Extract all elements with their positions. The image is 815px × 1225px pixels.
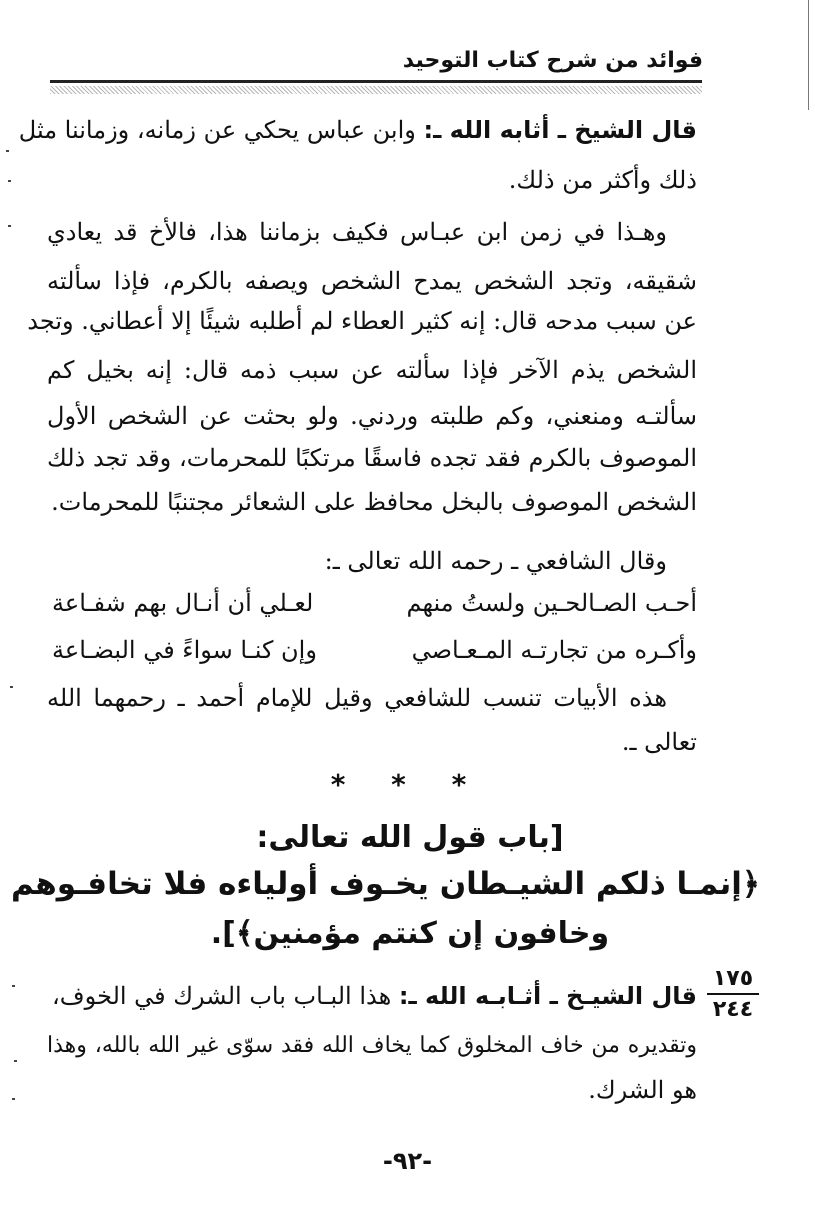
- verse-first-hemistich: وأكـره من تجارتـه المـعـاصي: [411, 636, 697, 664]
- scan-speck: [12, 985, 15, 987]
- page-number: -٩٢-: [382, 1147, 433, 1175]
- scan-speck: [6, 150, 9, 152]
- para1-line1: [18, 106, 697, 154]
- margin-reference-fraction-line: [707, 993, 759, 995]
- margin-reference: [703, 966, 763, 1022]
- scan-margin-line: [808, 0, 809, 110]
- para3-line3: هو الشرك.: [588, 1076, 697, 1104]
- speaker-label: قال الشيـخ ـ أثـابـه الله ـ:: [398, 982, 697, 1010]
- para2-line: عن سبب مدحه قال: إنه كثير العطاء لم أطلبه شيئًا إلا أعطاني. وتجد: [27, 307, 697, 335]
- para2-line: الشخص يذم الآخر فإذا سألته عن سبب ذمه قال: إنه بخيل كم: [47, 356, 697, 384]
- margin-reference-bottom: ٢٤٤: [712, 997, 754, 1022]
- para2-line: سألتـه ومنعني، وكم طلبته وردني. ولو بحثت عن الشخص الأول: [47, 402, 697, 430]
- poem-note-line1: هذه الأبيات تنسب للشافعي وقيل للإمام أحمد ـ رحمهما الله: [47, 684, 667, 712]
- para3-line1: [52, 972, 697, 1020]
- para1-line1-text: وابن عباس يحكي عن زمانه، وزماننا مثل: [18, 116, 416, 144]
- chapter-heading-line1: [باب قول الله تعالى:: [256, 820, 564, 855]
- header-hatch-divider: [50, 86, 702, 94]
- chapter-heading-line3: وخافون إن كنتم مؤمنين﴾].: [210, 916, 610, 951]
- running-header-title: فوائد من شرح كتاب التوحيد: [402, 48, 703, 73]
- para2-line: الموصوف بالكرم فقد تجده فاسقًا مرتكبًا للمحرمات، وقد تجد ذلك: [47, 444, 697, 472]
- para2-line: شقيقه، وتجد الشخص يمدح الشخص ويصفه بالكرم، فإذا سألته: [47, 267, 697, 295]
- verse-first-hemistich: أحـب الصـالحـين ولستُ منهم: [406, 589, 697, 617]
- scan-speck: [10, 686, 13, 688]
- header-rule: [50, 80, 702, 83]
- scan-speck: [12, 1098, 15, 1100]
- para3-line1-text: هذا البـاب باب الشرك في الخوف،: [52, 982, 392, 1010]
- scan-speck: [8, 225, 11, 227]
- scan-speck: [14, 1060, 17, 1062]
- poem-intro: وقال الشافعي ـ رحمه الله تعالى ـ:: [324, 547, 667, 575]
- section-separator: * * *: [330, 768, 485, 801]
- scan-speck: [8, 180, 11, 182]
- para2-line: وهـذا في زمن ابن عبـاس فكيف بزماننا هذا، فالأخ قد يعادي: [47, 218, 667, 246]
- speaker-label: قال الشيخ ـ أثابه الله ـ:: [423, 116, 697, 144]
- margin-reference-top: ١٧٥: [712, 966, 754, 991]
- verse-second-hemistich: وإن كنـا سواءً في البضـاعة: [52, 636, 317, 664]
- poem-note-line2: تعالى ـ.: [621, 728, 697, 756]
- chapter-heading-line2: ﴿إنمـا ذلكم الشيـطان يخـوف أولياءه فلا تخافـوهم: [10, 866, 760, 902]
- para3-line2: وتقديره من خاف المخلوق كما يخاف الله فقد سوّى غير الله بالله، وهذا: [47, 1033, 697, 1058]
- para1-line2: ذلك وأكثر من ذلك.: [508, 166, 697, 194]
- verse-second-hemistich: لعـلي أن أنـال بهم شفـاعة: [52, 589, 314, 617]
- para2-line: الشخص الموصوف بالبخل محافظ على الشعائر مجتنبًا للمحرمات.: [51, 488, 697, 516]
